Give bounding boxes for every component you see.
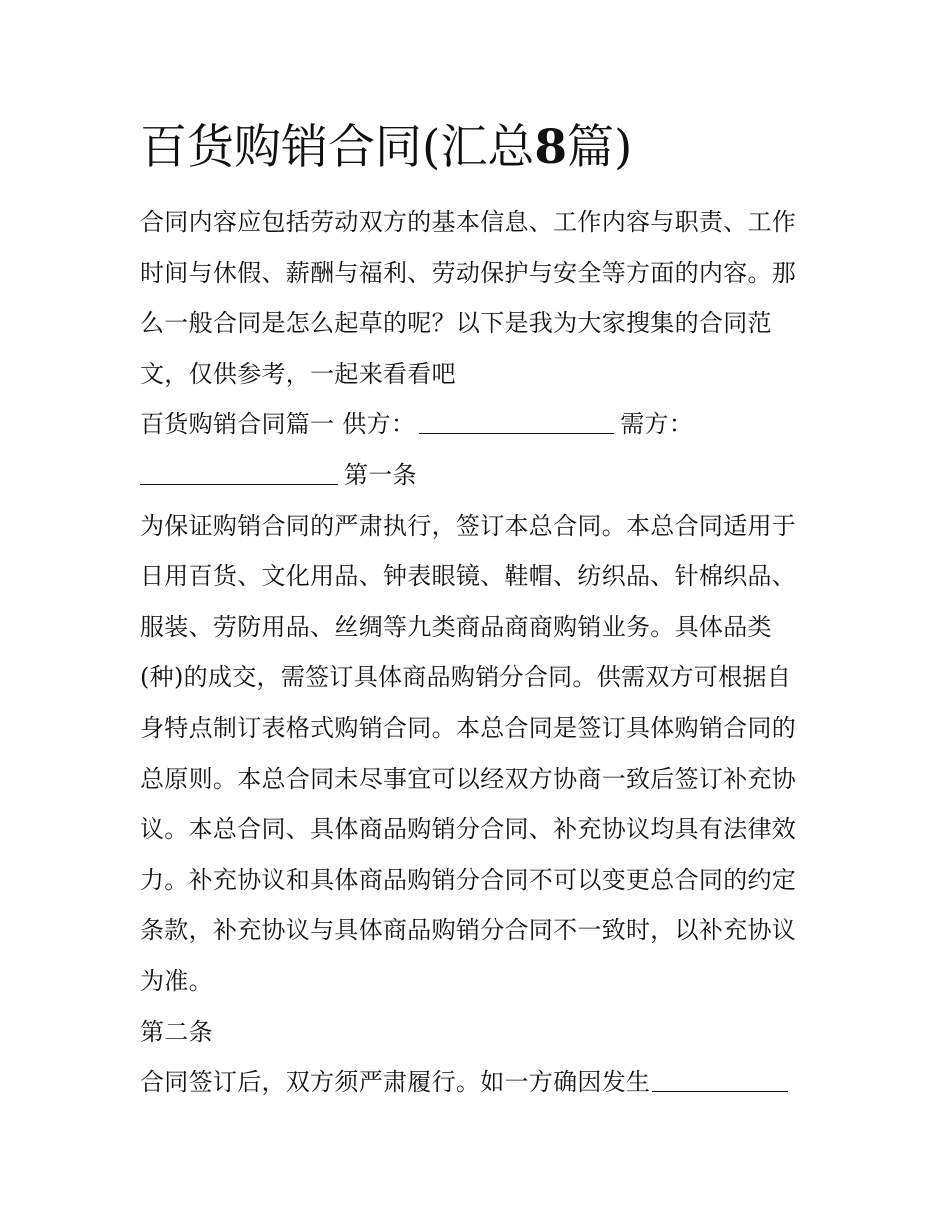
title-text: 百货购销合同(汇总 [140, 120, 535, 175]
intro-line: 文，仅供参考，一起来看看吧 [140, 359, 456, 388]
article-1-line: 议。本总合同、具体商品购销分合同、补充协议均具有法律效 [140, 815, 797, 844]
intro-line: 合同内容应包括劳动双方的基本信息、工作内容与职责、工作 [140, 208, 797, 236]
article-2-text: 合同签订后，双方须严肃履行。如一方确因发生 [140, 1068, 651, 1097]
article-2-line [140, 1057, 820, 1108]
title-number: 8 [534, 120, 568, 175]
supplier-blank [419, 413, 614, 434]
document-title [140, 118, 632, 178]
article-1-line: (种)的成交，需签订具体商品购销分合同。供需双方可根据自 [140, 663, 792, 692]
document-body [140, 197, 820, 1108]
article-1-heading: 第一条 [344, 460, 417, 489]
article-2-blank [652, 1071, 788, 1092]
article-1-line: 条款，补充协议与具体商品购销分合同不一致时，以补充协议 [140, 916, 797, 945]
article-1-line: 身特点制订表格式购销合同。本总合同是签订具体购销合同的 [140, 713, 797, 742]
article-1-line: 日用百货、文化用品、钟表眼镜、鞋帽、纺织品、针棉织品、 [140, 562, 797, 591]
article-1-line: 总原则。本总合同未尽事宜可以经双方协商一致后签订补充协 [140, 764, 797, 793]
intro-line: 么一般合同是怎么起草的呢？以下是我为大家搜集的合同范 [140, 309, 772, 338]
parties-line [140, 399, 820, 450]
title-end: 篇) [567, 120, 633, 175]
article-1-line: 服装、劳防用品、丝绸等九类商品商商购销业务。具体品类 [140, 612, 772, 641]
intro-line: 时间与休假、薪酬与福利、劳动保护与安全等方面的内容。那 [140, 258, 797, 287]
article-1-line: 为保证购销合同的严肃执行，签订本总合同。本总合同适用于 [140, 511, 797, 540]
buyer-label: 需方： [620, 410, 694, 439]
buyer-line [140, 450, 820, 501]
article-2-heading: 第二条 [140, 1017, 213, 1046]
article-1-line: 为准。 [140, 966, 213, 995]
buyer-blank [140, 464, 338, 485]
supplier-label: 供方： [342, 410, 416, 439]
section-heading: 百货购销合同篇一 [140, 410, 335, 439]
article-1-line: 力。补充协议和具体商品购销分合同不可以变更总合同的约定 [140, 865, 797, 894]
